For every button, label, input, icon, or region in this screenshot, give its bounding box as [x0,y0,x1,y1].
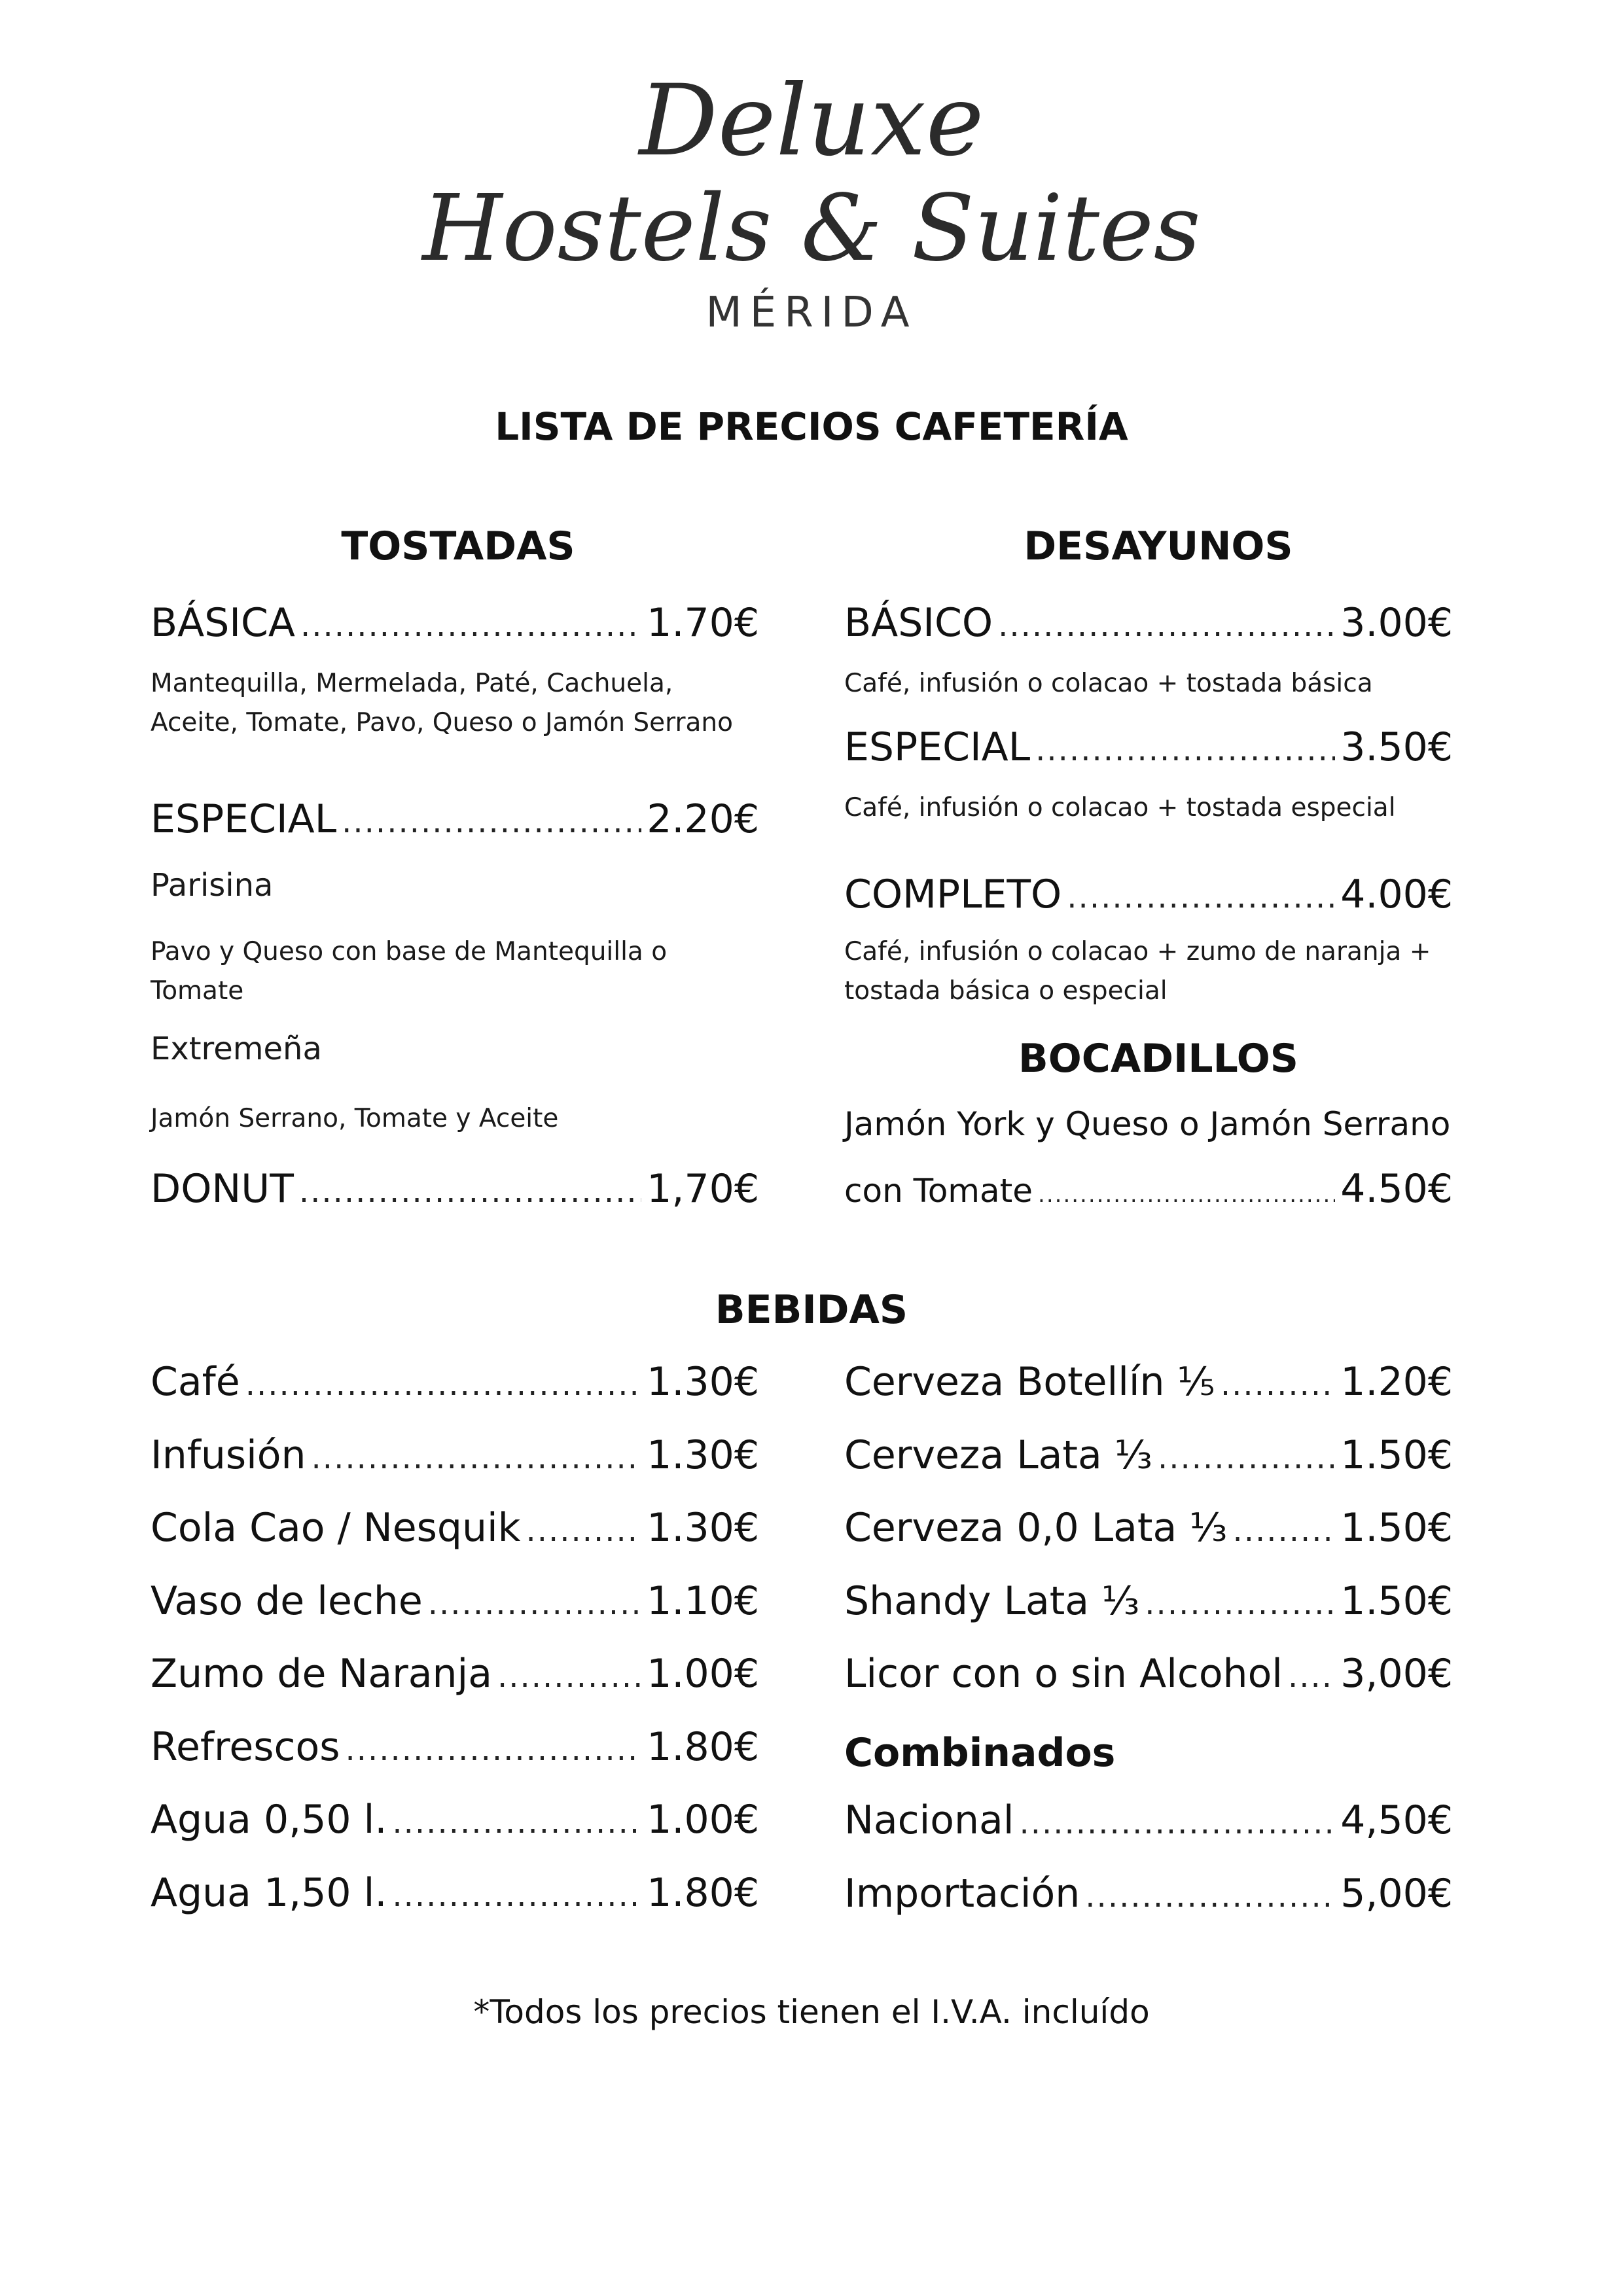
item-price: 2.20€ [647,796,759,842]
item-name: Nacional [844,1797,1014,1843]
menu-item-bebida [151,1354,759,1412]
menu-item-bebida [844,1646,1453,1704]
item-price: 5,00€ [1340,1870,1453,1916]
dot-leader [1221,1357,1335,1412]
dot-leader [300,598,641,653]
item-price: 4,50€ [1340,1797,1453,1843]
dot-leader [245,1357,642,1412]
menu-item-donut [151,1161,759,1219]
menu-item-combinado [844,1793,1453,1850]
item-name: Cerveza 0,0 Lata ⅓ [844,1505,1228,1551]
item-price: 3,00€ [1340,1651,1453,1697]
menu-item-bebida [151,1792,759,1850]
page-title: LISTA DE PRECIOS CAFETERÍA [495,404,1128,449]
dot-leader [1158,1430,1335,1485]
item-price: 4.00€ [1340,872,1453,917]
item-price: 1.50€ [1340,1432,1453,1478]
menu-item-bebida [151,1500,759,1558]
item-name: con Tomate [844,1172,1033,1210]
item-name: COMPLETO [844,872,1062,917]
item-price: 1.70€ [647,600,759,646]
item-price: 1.10€ [647,1578,759,1624]
item-name: Cerveza Lata ⅓ [844,1432,1152,1478]
dot-leader [1019,1795,1335,1850]
dot-leader [392,1868,641,1923]
item-name: ESPECIAL [844,724,1031,770]
item-name: Cola Cao / Nesquik [151,1505,521,1551]
tostada-parisina-description: Pavo y Queso con base de Mantequilla o Tomate [151,937,668,1006]
bebidas-heading: BEBIDAS [715,1287,908,1333]
item-price: 3.50€ [1340,724,1453,770]
tostada-extremena-description: Jamón Serrano, Tomate y Aceite [151,1104,559,1133]
dot-leader [998,598,1335,653]
bocadillo-description: Jamón York y Queso o Jamón Serrano [844,1105,1451,1143]
menu-item-bocadillo [844,1161,1453,1222]
menu-item-bebida [844,1574,1453,1631]
item-name: BÁSICA [151,600,295,646]
desayuno-completo-description: Café, infusión o colacao + zumo de naranja + tostada básica o especial [844,937,1431,1006]
combinados-label: Combinados [844,1730,1116,1776]
logo-line-hostels-suites: Hostels & Suites [422,175,1201,282]
bocadillos-heading: BOCADILLOS [1018,1036,1298,1082]
item-name: Shandy Lata ⅓ [844,1578,1140,1624]
logo-line-deluxe: Deluxe [639,64,984,178]
item-name: ESPECIAL [151,796,337,842]
menu-item-tostada-especial [151,792,759,849]
dot-leader [346,1722,642,1777]
item-name: Infusión [151,1432,306,1478]
dot-leader [1145,1576,1335,1631]
tostadas-heading: TOSTADAS [341,523,575,569]
menu-item-bebida [151,1574,759,1631]
item-price: 1,70€ [647,1166,759,1212]
dot-leader [428,1576,641,1631]
dot-leader [1035,722,1335,777]
item-price: 1.20€ [1340,1359,1453,1405]
menu-item-desayuno-completo [844,867,1453,925]
item-name: Agua 1,50 l. [151,1869,387,1916]
item-price: 3.00€ [1340,600,1453,646]
item-name: BÁSICO [844,600,993,646]
tostada-basica-description: Mantequilla, Mermelada, Paté, Cachuela, Aceite, Tomate, Pavo, Queso o Jamón Serrano [151,669,733,737]
dot-leader [1038,1167,1335,1222]
item-price: 1.30€ [647,1505,759,1551]
item-price: 1.50€ [1340,1505,1453,1551]
item-price: 1.30€ [647,1359,759,1405]
menu-item-tostada-basica [151,595,759,653]
menu-item-bebida [151,1428,759,1485]
item-price: 4.50€ [1340,1166,1453,1212]
item-price: 1.00€ [647,1797,759,1843]
menu-item-desayuno-especial [844,720,1453,777]
item-price: 1.80€ [647,1869,759,1916]
item-name: DONUT [151,1166,294,1212]
dot-leader [1085,1869,1335,1924]
menu-item-bebida [844,1500,1453,1558]
desayuno-especial-description: Café, infusión o colacao + tostada especial [844,793,1396,822]
item-name: Café [151,1359,240,1405]
dot-leader [1288,1649,1335,1704]
dot-leader [299,1164,641,1219]
dot-leader [342,794,641,849]
item-name: Cerveza Botellín ⅕ [844,1359,1215,1405]
dot-leader [312,1430,642,1485]
item-name: Agua 0,50 l. [151,1797,387,1843]
menu-item-bebida [151,1865,759,1923]
desayuno-basico-description: Café, infusión o colacao + tostada básica [844,669,1373,698]
menu-item-desayuno-basico [844,595,1453,653]
tostada-extremena-name: Extremeña [151,1031,322,1067]
item-price: 1.00€ [647,1651,759,1697]
dot-leader [497,1649,641,1704]
dot-leader [526,1503,641,1558]
menu-item-combinado [844,1866,1453,1924]
item-price: 1.30€ [647,1432,759,1478]
item-name: Licor con o sin Alcohol [844,1651,1283,1697]
menu-item-bebida [844,1354,1453,1412]
item-price: 1.80€ [647,1723,759,1770]
item-name: Importación [844,1870,1080,1916]
menu-item-bebida [151,1720,759,1777]
dot-leader [392,1795,641,1850]
menu-item-bebida [844,1428,1453,1485]
dot-leader [1232,1503,1335,1558]
desayunos-heading: DESAYUNOS [1024,523,1293,569]
item-price: 1.50€ [1340,1578,1453,1624]
dot-leader [1067,870,1335,925]
tostada-parisina-name: Parisina [151,867,274,904]
logo-line-merida: MÉRIDA [705,289,918,337]
footer-note: *Todos los precios tienen el I.V.A. incluído [473,1993,1150,2031]
item-name: Vaso de leche [151,1578,423,1624]
item-name: Zumo de Naranja [151,1651,492,1697]
menu-item-bebida [151,1646,759,1704]
item-name: Refrescos [151,1723,340,1770]
